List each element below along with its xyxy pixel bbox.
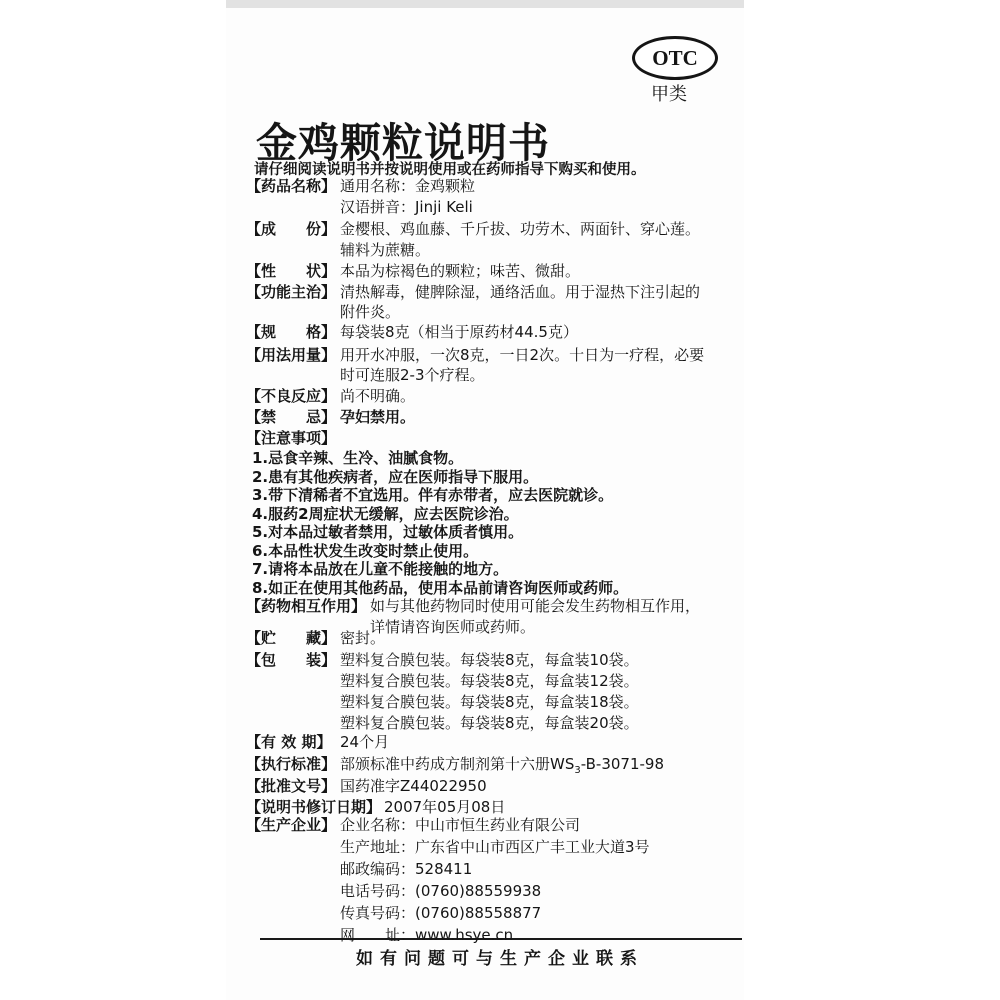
manufacturer-label: 邮政编码： bbox=[340, 860, 416, 878]
manufacturer-label: 传真号码： bbox=[340, 904, 416, 922]
manufacturer-value: www.hsye.cn bbox=[415, 926, 514, 944]
ingredients-line: 金樱根、鸡血藤、千斤拔、功劳木、两面针、穿心莲。 bbox=[340, 220, 701, 238]
interactions-line: 如与其他药物同时使用可能会发生药物相互作用， bbox=[370, 597, 701, 615]
precaution-item: 4.服药2周症状无缓解，应去医院诊治。 bbox=[252, 504, 519, 523]
properties-line: 本品为棕褐色的颗粒；味苦、微甜。 bbox=[340, 262, 581, 280]
standard-code: -B-3071-98 bbox=[580, 755, 664, 773]
manufacturer-label: 企业名称： bbox=[340, 816, 416, 834]
document-subtitle: 请仔细阅读说明书并按说明使用或在药师指导下购买和使用。 bbox=[254, 162, 646, 178]
footer-note: 如有问题可与生产企业联系 bbox=[356, 949, 644, 969]
section-heading-storage: 【贮 藏】 bbox=[246, 629, 337, 647]
manufacturer-label: 电话号码： bbox=[340, 882, 416, 900]
section-heading-manufacturer: 【生产企业】 bbox=[246, 816, 337, 834]
packaging-line: 塑料复合膜包装。每袋装8克，每盒装18袋。 bbox=[340, 693, 639, 711]
precaution-item: 7.请将本品放在儿童不能接触的地方。 bbox=[252, 560, 509, 578]
section-heading-contraindications: 【禁 忌】 bbox=[246, 408, 337, 426]
scan-edge bbox=[226, 0, 744, 8]
section-heading-standard: 【执行标准】 bbox=[246, 755, 337, 773]
dosage-line: 时可连服2-3个疗程。 bbox=[340, 366, 485, 384]
manufacturer-value: 中山市恒生药业有限公司 bbox=[415, 816, 581, 834]
storage-line: 密封。 bbox=[340, 629, 386, 647]
precaution-item: 8.如正在使用其他药品，使用本品前请咨询医师或药师。 bbox=[252, 578, 629, 597]
section-heading-revision: 【说明书修订日期】 bbox=[246, 798, 382, 816]
drug-name-line: 通用名称：金鸡颗粒 bbox=[340, 177, 476, 195]
section-heading-specification: 【规 格】 bbox=[246, 323, 337, 341]
manufacturer-label: 网 址： bbox=[340, 926, 416, 944]
document-title: 金鸡颗粒说明书 bbox=[256, 119, 550, 167]
section-heading-interactions: 【药物相互作用】 bbox=[246, 597, 367, 615]
section-heading-dosage: 【用法用量】 bbox=[246, 346, 337, 364]
precaution-item: 1.忌食辛辣、生冷、油腻食物。 bbox=[252, 449, 464, 467]
dosage-line: 用开水冲服，一次8克，一日2次。十日为一疗程，必要 bbox=[340, 346, 705, 364]
precaution-item: 5.对本品过敏者禁用，过敏体质者慎用。 bbox=[252, 523, 524, 541]
approval-line: 国药准字Z44022950 bbox=[340, 777, 487, 795]
section-heading-precautions: 【注意事项】 bbox=[246, 429, 337, 447]
section-heading-properties: 【性 状】 bbox=[246, 262, 337, 280]
manufacturer-value: 广东省中山市西区广丰工业大道3号 bbox=[415, 838, 650, 856]
precaution-item: 3.带下清稀者不宜选用。伴有赤带者，应去医院就诊。 bbox=[252, 486, 614, 504]
precaution-item: 6.本品性状发生改变时禁止使用。 bbox=[252, 541, 479, 560]
packaging-line: 塑料复合膜包装。每袋装8克，每盒装10袋。 bbox=[340, 651, 639, 669]
standard-subscript: 3 bbox=[574, 765, 581, 776]
section-heading-ingredients: 【成 份】 bbox=[246, 220, 337, 238]
revision-date: 2007年05月08日 bbox=[384, 798, 506, 816]
packaging-line: 塑料复合膜包装。每袋装8克，每盒装20袋。 bbox=[340, 714, 639, 732]
section-heading-packaging: 【包 装】 bbox=[246, 651, 337, 669]
validity-line: 24个月 bbox=[340, 733, 390, 751]
drug-name-line: 汉语拼音：Jinji Keli bbox=[340, 198, 473, 216]
standard-line bbox=[340, 754, 664, 775]
otc-logo-icon bbox=[632, 36, 718, 80]
section-heading-validity: 【有 效 期】 bbox=[246, 733, 332, 751]
section-heading-drug-name: 【药品名称】 bbox=[246, 177, 337, 195]
section-heading-approval: 【批准文号】 bbox=[246, 777, 337, 795]
manufacturer-value: (0760)88558877 bbox=[415, 904, 542, 922]
section-heading-adverse: 【不良反应】 bbox=[246, 387, 337, 405]
adverse-line: 尚不明确。 bbox=[340, 387, 416, 405]
precaution-item: 2.患有其他疾病者，应在医师指导下服用。 bbox=[252, 467, 539, 486]
indications-line: 清热解毒，健脾除湿，通络活血。用于湿热下注引起的 bbox=[340, 283, 701, 301]
manufacturer-label: 生产地址： bbox=[340, 838, 416, 856]
standard-text: 部颁标准中药成方制剂第十六册WS bbox=[340, 755, 575, 773]
otc-logo-text: OTC bbox=[652, 46, 698, 70]
manufacturer-value: 528411 bbox=[415, 860, 473, 878]
packaging-line: 塑料复合膜包装。每袋装8克，每盒装12袋。 bbox=[340, 672, 639, 690]
section-heading-indications: 【功能主治】 bbox=[246, 283, 337, 301]
otc-category: 甲类 bbox=[651, 84, 687, 105]
manufacturer-value: (0760)88559938 bbox=[415, 882, 542, 900]
indications-line: 附件炎。 bbox=[340, 303, 401, 321]
specification-line: 每袋装8克（相当于原药材44.5克） bbox=[340, 323, 578, 341]
interactions-line: 详情请咨询医师或药师。 bbox=[370, 618, 536, 636]
contraindications-line: 孕妇禁用。 bbox=[340, 408, 416, 426]
ingredients-line: 辅料为蔗糖。 bbox=[340, 241, 431, 259]
